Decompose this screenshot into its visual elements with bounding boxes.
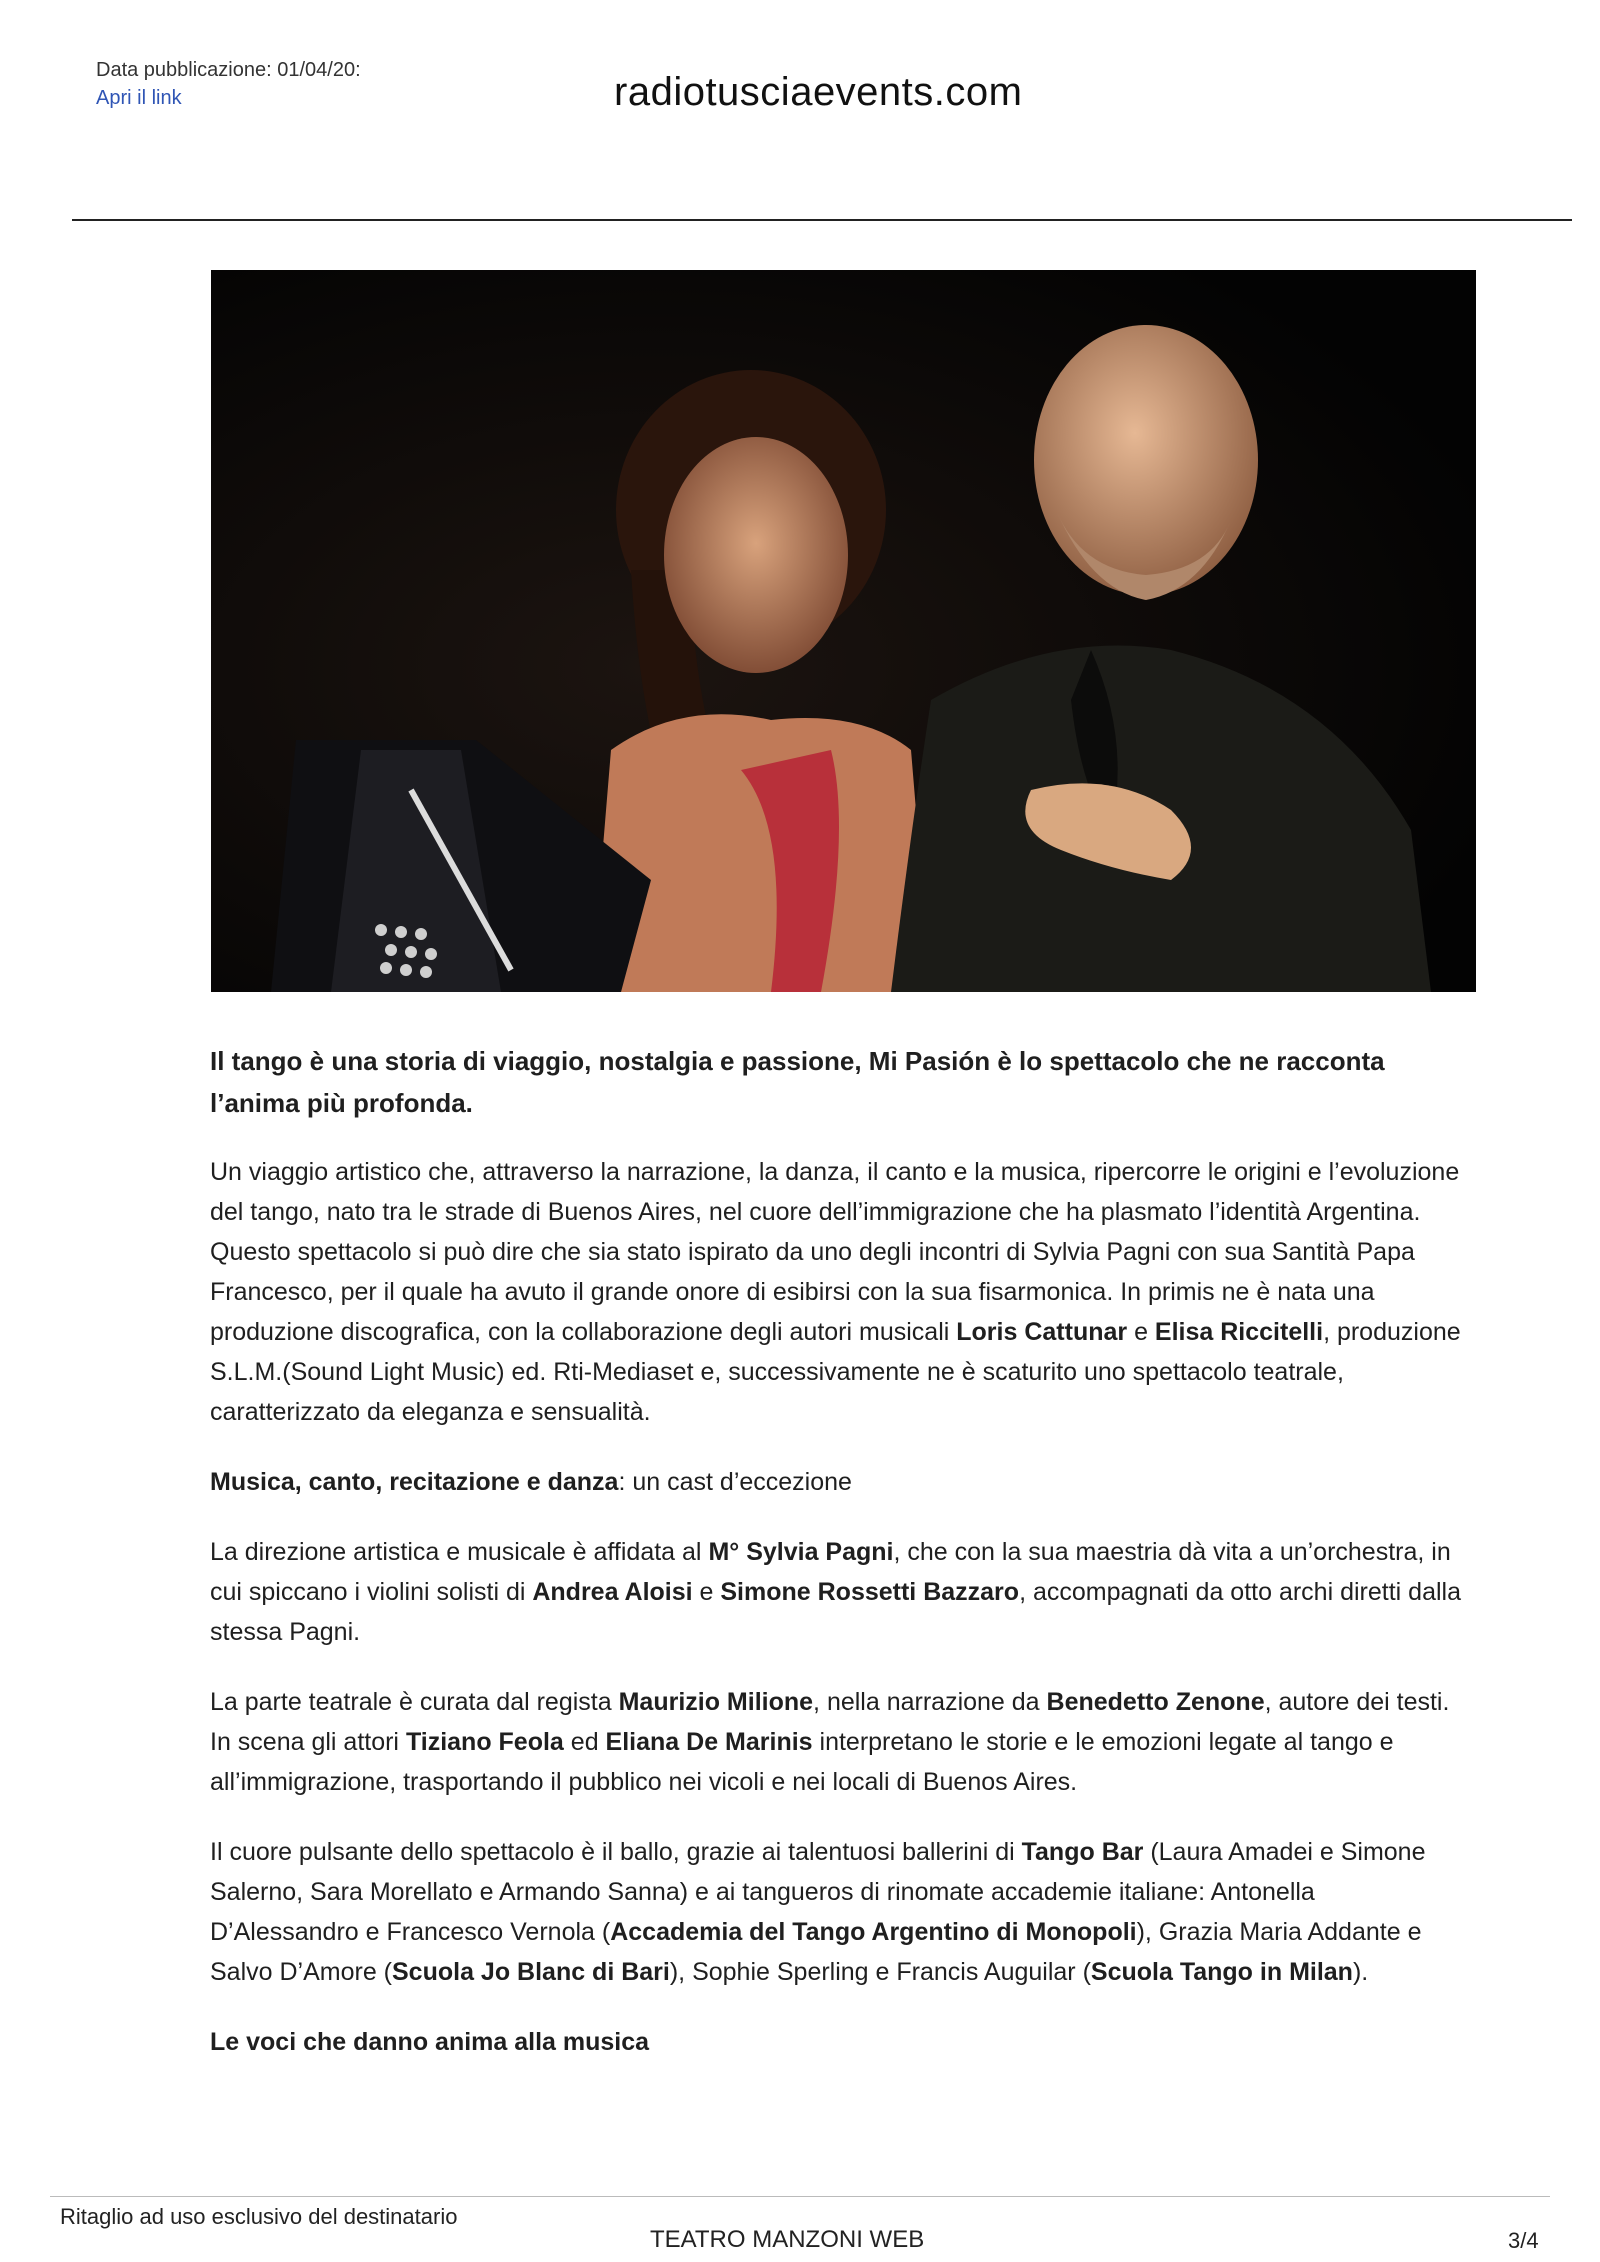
- section-heading-cast: Musica, canto, recitazione e danza: un cast d’eccezione: [210, 1468, 852, 1496]
- footer-disclaimer: Ritaglio ad uso esclusivo del destinatario: [60, 2204, 458, 2229]
- article-paragraph-4: Il cuore pulsante dello spettacolo è il ballo, grazie ai talentuosi ballerini di Tango Bar (Laura Amadei e Simone Salerno, Sara Morellato e Armando Sanna) e ai tangueros di rinomate accademie italiane: Antonella D’Alessandro e Francesco Vernola (Accademia del Tango Argentino di Monopoli), Grazia Maria Addante e Salvo D’Amore (Scuola Jo Blanc di Bari), Sophie Sperling e Francis Auguilar (Scuola Tango in Milan).: [210, 1838, 1426, 1986]
- footer-rule: [50, 2196, 1550, 2197]
- section-heading-voices: Le voci che danno anima alla musica: [210, 2028, 650, 2056]
- stage-photo: [211, 270, 1476, 992]
- publication-meta: [96, 56, 361, 112]
- header-rule: [72, 219, 1572, 221]
- publication-date: Data pubblicazione: 01/04/20:: [96, 59, 361, 81]
- site-name: radiotusciaevents.com: [614, 70, 1023, 114]
- stage-photo-accordion-singer-icon: [211, 270, 1476, 992]
- page-number: 3/4: [1508, 2228, 1539, 2253]
- article-paragraph-2: La direzione artistica e musicale è affidata al M° Sylvia Pagni, che con la sua maestria dà vita a un’orchestra, in cui spiccano i violini solisti di Andrea Aloisi e Simone Rossetti Bazzaro, accompagnati da otto archi diretti dalla stessa Pagni.: [210, 1538, 1461, 1646]
- article-body: [210, 1040, 1470, 2062]
- footer-source: TEATRO MANZONI WEB: [650, 2226, 925, 2253]
- article-lead: Il tango è una storia di viaggio, nostalgia e passione, Mi Pasión è lo spettacolo che ne racconta l’anima più profonda.: [210, 1046, 1385, 1118]
- open-link[interactable]: Apri il link: [96, 87, 182, 109]
- article-paragraph-3: La parte teatrale è curata dal regista Maurizio Milione, nella narrazione da Benedetto Zenone, autore dei testi. In scena gli attori Tiziano Feola ed Eliana De Marinis interpretano le storie e le emozioni legate al tango e all’immigrazione, trasportando il pubblico nei vicoli e nei locali di Buenos Aires.: [210, 1688, 1450, 1796]
- article-paragraph-1: Un viaggio artistico che, attraverso la narrazione, la danza, il canto e la musica, ripercorre le origini e l’evoluzione del tango, nato tra le strade di Buenos Aires, nel cuore dell’immigrazione che ha plasmato l’identità Argentina. Questo spettacolo si può dire che sia stato ispirato da uno degli incontri di Sylvia Pagni con sua Santità Papa Francesco, per il quale ha avuto il grande onore di esibirsi con la sua fisarmonica. In primis ne è nata una produzione discografica, con la collaborazione degli autori musicali Loris Cattunar e Elisa Riccitelli, produzione S.L.M.(Sound Light Music) ed. Rti-Mediaset e, successivamente ne è scaturito uno spettacolo teatrale, caratterizzato da eleganza e sensualità.: [210, 1158, 1461, 1426]
